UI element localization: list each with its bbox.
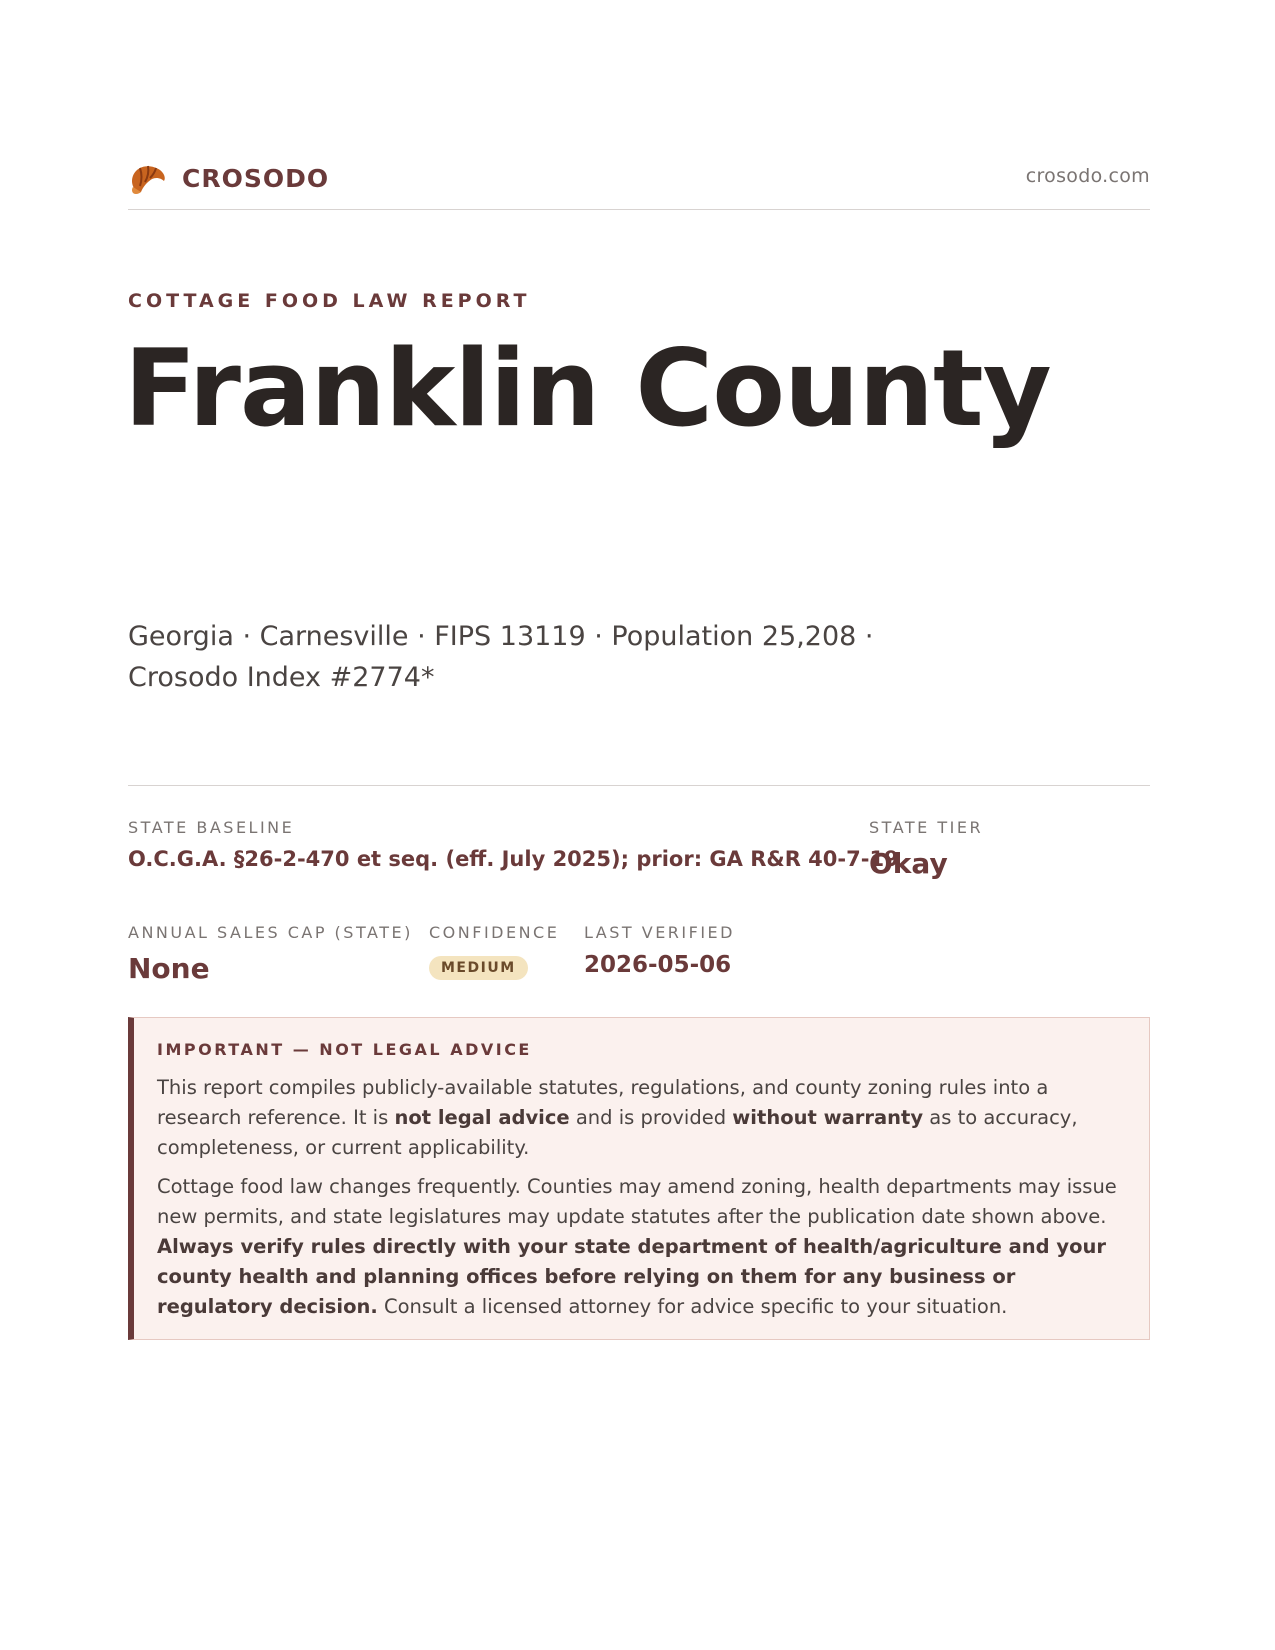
state-tier-field bbox=[869, 818, 983, 880]
legal-notice bbox=[128, 1017, 1150, 1340]
county-meta bbox=[128, 616, 888, 698]
page-title: Franklin County bbox=[124, 327, 1051, 450]
confidence-label: CONFIDENCE bbox=[429, 923, 560, 942]
notice-emphasis: without warranty bbox=[732, 1106, 924, 1129]
notice-emphasis: not legal advice bbox=[394, 1106, 570, 1129]
confidence-field bbox=[429, 923, 559, 980]
last-verified-field bbox=[584, 923, 735, 978]
confidence-badge: MEDIUM bbox=[429, 956, 528, 980]
annual-sales-cap-field bbox=[128, 923, 413, 985]
notice-text: Consult a licensed attorney for advice specific to your situation. bbox=[377, 1295, 1008, 1318]
brand-name: CROSODO bbox=[182, 163, 330, 193]
legal-notice-paragraph-2 bbox=[157, 1172, 1122, 1322]
state-baseline-label: STATE BASELINE bbox=[128, 818, 295, 837]
last-verified-label: LAST VERIFIED bbox=[584, 923, 735, 942]
last-verified-value: 2026-05-06 bbox=[584, 952, 732, 978]
header-divider bbox=[128, 209, 1150, 210]
state-baseline-value: O.C.G.A. §26-2-470 et seq. (eff. July 2025); prior: GA R&R 40-7-19 bbox=[128, 847, 899, 871]
state-baseline-field bbox=[128, 818, 899, 871]
state-tier-label: STATE TIER bbox=[869, 818, 984, 837]
notice-text: as to accuracy, completeness, or current applicability. bbox=[157, 1106, 1078, 1159]
notice-text: This report compiles publicly-available statutes, regulations, and county zoning rules into a research reference. It is bbox=[157, 1076, 1049, 1129]
page-header bbox=[128, 156, 1150, 200]
report-page bbox=[124, 0, 1150, 1650]
county-meta-line-2: Crosodo Index #2774* bbox=[128, 662, 435, 693]
state-tier-value: Okay bbox=[869, 847, 948, 880]
notice-text: Cottage food law changes frequently. Counties may amend zoning, health departments may issue new permits, and state legislatures may update statutes after the publication date shown above. bbox=[157, 1175, 1117, 1228]
legal-notice-title: IMPORTANT — NOT LEGAL ADVICE bbox=[157, 1040, 532, 1059]
annual-sales-cap-value: None bbox=[128, 952, 210, 985]
notice-emphasis: Always verify rules directly with your state department of health/agriculture and your county health and planning offices before relying on them for any business or regulatory decision. bbox=[157, 1235, 1107, 1318]
croissant-icon bbox=[128, 158, 168, 198]
county-meta-line-1: Georgia · Carnesville · FIPS 13119 · Population 25,208 · bbox=[128, 621, 874, 652]
section-divider bbox=[128, 785, 1150, 786]
brand bbox=[128, 156, 329, 200]
notice-text: and is provided bbox=[569, 1106, 733, 1129]
report-eyebrow: COTTAGE FOOD LAW REPORT bbox=[128, 290, 531, 312]
site-url[interactable]: crosodo.com bbox=[1025, 165, 1150, 187]
annual-sales-cap-label: ANNUAL SALES CAP (STATE) bbox=[128, 923, 413, 942]
legal-notice-paragraph-1 bbox=[157, 1073, 1122, 1163]
